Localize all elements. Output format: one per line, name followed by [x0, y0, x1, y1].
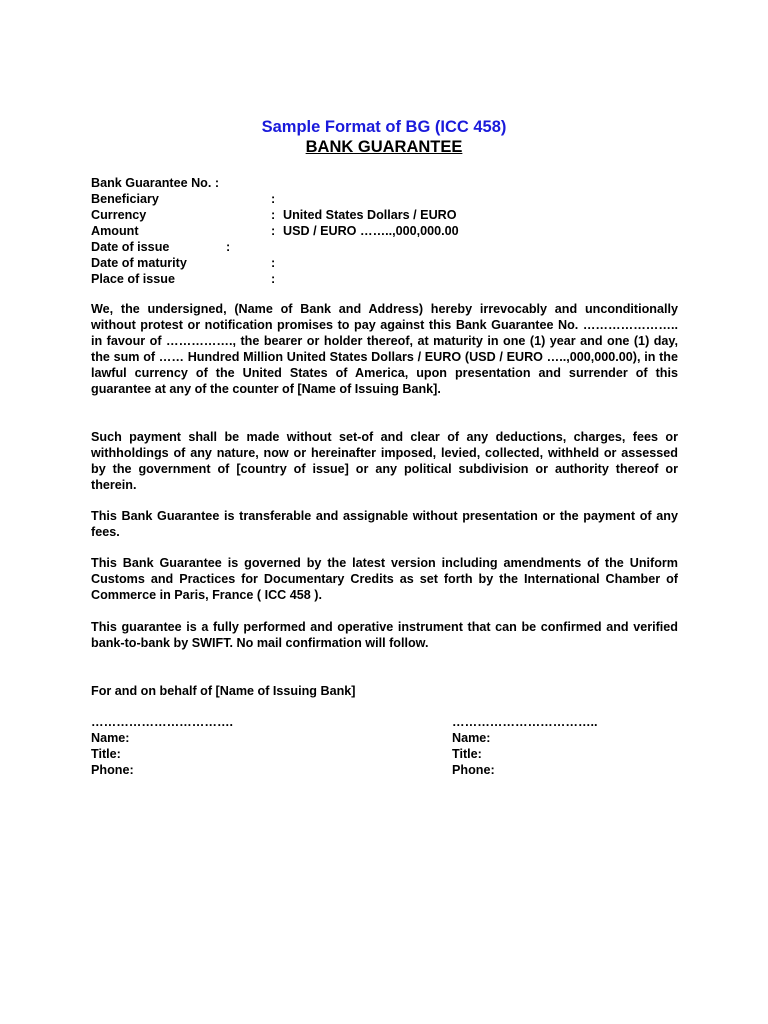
signature-block-left — [91, 714, 233, 778]
bank-guarantee-title: BANK GUARANTEE — [305, 138, 463, 156]
sample-format-title: Sample Format of BG (ICC 458) — [261, 118, 507, 136]
field-label: Place of issue — [91, 272, 175, 286]
field-row-beneficiary — [91, 191, 651, 207]
field-label: Date of maturity — [91, 256, 187, 270]
field-row-date-of-issue — [91, 239, 651, 255]
field-separator: : — [271, 256, 276, 270]
guarantee-fields — [91, 175, 651, 287]
field-label: Beneficiary — [91, 192, 159, 206]
field-row-amount — [91, 223, 651, 239]
payment-promise-paragraph: We, the undersigned, (Name of Bank and Address) hereby irrevocably and unconditionally without protest or notification promises to pay against this Bank Guarantee No. ………………….. in favour of ……………., the bearer or holder thereof, at maturity in one (1) year and one (1) day, the sum of …… Hundred Million United States Dollars / EURO (USD / EURO …..,000,000.00), in the lawful currency of the United States of America, upon presentation and surrender of this guarantee at any of the counter of [Name of Issuing Bank]. — [91, 302, 678, 396]
signatory-title-label: Title: — [452, 747, 482, 761]
field-row-date-of-maturity — [91, 255, 651, 271]
signatory-phone-label: Phone: — [452, 763, 495, 777]
signature-block-right — [452, 714, 598, 778]
field-separator: : — [271, 192, 276, 206]
governing-rules-paragraph: This Bank Guarantee is governed by the latest version including amendments of the Uniform Customs and Practices for Documentary Credits as set forth by the International Chamber of Commerce in Paris, France ( ICC 458 ). — [91, 556, 678, 602]
field-separator: : — [271, 208, 276, 222]
field-label: Amount — [91, 224, 139, 238]
field-row-guarantee-no — [91, 175, 651, 191]
signature-line: …………………………….. — [452, 715, 598, 729]
field-value: United States Dollars / EURO — [283, 208, 457, 222]
signatory-title-label: Title: — [91, 747, 121, 761]
field-separator: : — [271, 224, 276, 238]
field-value: USD / EURO ……..,000,000.00 — [283, 224, 459, 238]
field-label: Date of issue — [91, 240, 170, 254]
signatory-name-label: Name: — [91, 731, 130, 745]
transferability-paragraph: This Bank Guarantee is transferable and assignable without presentation or the payment of any fees. — [91, 509, 678, 539]
field-label: Currency — [91, 208, 147, 222]
field-row-currency — [91, 207, 651, 223]
signatory-phone-label: Phone: — [91, 763, 134, 777]
payment-terms-paragraph: Such payment shall be made without set-of and clear of any deductions, charges, fees or withholdings of any nature, now or hereinafter imposed, levied, collected, withheld or assessed by the government of [country of issue] or any political subdivision or authority thereof or therein. — [91, 430, 678, 492]
field-label: Bank Guarantee No. : — [91, 176, 220, 190]
field-row-place-of-issue — [91, 271, 651, 287]
on-behalf-statement: For and on behalf of [Name of Issuing Bank] — [91, 684, 356, 698]
field-separator: : — [271, 272, 276, 286]
swift-confirmation-paragraph: This guarantee is a fully performed and operative instrument that can be confirmed and verified bank-to-bank by SWIFT. No mail confirmation will follow. — [91, 620, 678, 650]
field-separator: : — [226, 240, 231, 254]
signature-line: ……………………………. — [91, 715, 234, 729]
signatory-name-label: Name: — [452, 731, 491, 745]
